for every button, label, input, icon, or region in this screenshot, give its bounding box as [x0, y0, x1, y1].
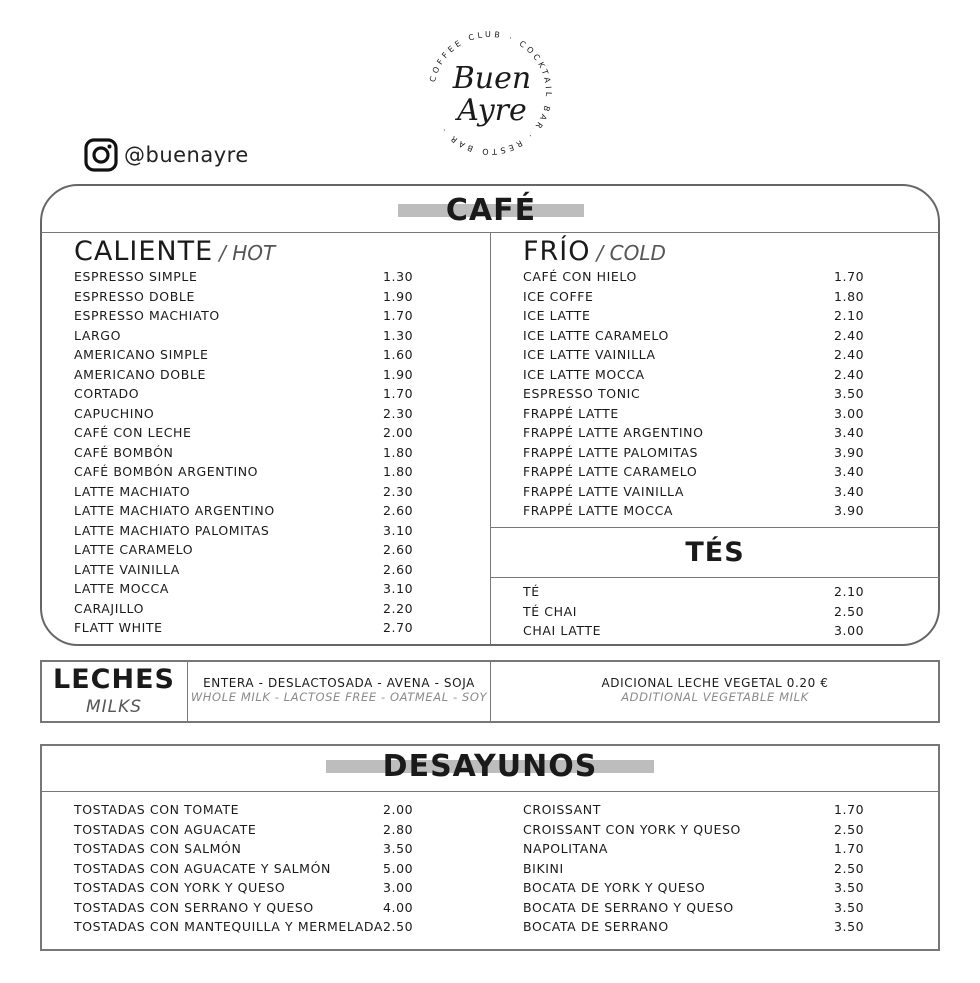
menu-item-price: 2.60 [383, 542, 414, 557]
logo-name-line1: Buen [452, 61, 532, 96]
menu-item-name: CAFÉ BOMBÓN ARGENTINO [74, 464, 259, 479]
leches-extra-en: ADDITIONAL VEGETABLE MILK [621, 690, 809, 704]
menu-item-price: 3.00 [834, 405, 865, 421]
menu-item-price: 4.00 [383, 899, 414, 915]
menu-item-name: CAPUCHINO [74, 405, 155, 421]
menu-item-price: 1.80 [383, 464, 414, 479]
desayunos-header-divider [41, 791, 939, 792]
brand-logo-graphic [418, 18, 562, 168]
menu-item-name: CHAI LATTE [523, 623, 602, 639]
menu-item-name: TOSTADAS CON AGUACATE Y SALMÓN [74, 860, 331, 876]
menu-item-name: TOSTADAS CON SERRANO Y QUESO [74, 899, 314, 915]
cafe-column-divider [490, 233, 491, 645]
menu-item-name: LATTE CARAMELO [74, 542, 194, 557]
menu-item-price: 2.30 [383, 405, 414, 421]
menu-item-name: ICE LATTE VAINILLA [523, 347, 656, 362]
menu-item-price: 3.10 [383, 522, 414, 538]
menu-item-price: 3.50 [834, 386, 865, 401]
menu-item-price: 2.50 [834, 860, 865, 876]
menu-item-price: 1.90 [383, 288, 414, 304]
cold-label: FRÍO [523, 236, 591, 267]
leches-options-en: WHOLE MILK - LACTOSE FREE - OATMEAL - SOY [190, 690, 488, 704]
menu-item-price: 2.80 [383, 821, 414, 837]
cold-heading [523, 236, 666, 267]
menu-item-name: CAFÉ BOMBÓN [74, 444, 174, 460]
menu-item-name: AMERICANO DOBLE [74, 366, 206, 382]
tes-top-divider [491, 527, 939, 528]
menu-item-name: FRAPPÉ LATTE [523, 405, 619, 421]
menu-item-name: TÉ CHAI [523, 603, 578, 619]
menu-item-price: 3.50 [834, 899, 865, 915]
menu-item-name: CORTADO [74, 386, 140, 401]
menu-item-price: 3.00 [834, 623, 865, 639]
menu-item-name: BOCATA DE SERRANO Y QUESO [523, 899, 734, 915]
menu-item-name: TOSTADAS CON MANTEQUILLA Y MERMELADA [74, 919, 384, 934]
logo-name-line2: Ayre [457, 93, 527, 128]
menu-item-name: LATTE MOCCA [74, 581, 169, 596]
menu-item-name: ESPRESSO SIMPLE [74, 269, 198, 284]
instagram-link[interactable] [84, 138, 249, 172]
cafe-title: CAFÉ [445, 193, 537, 228]
menu-item-name: LATTE MACHIATO [74, 483, 191, 499]
tes-bottom-divider [491, 577, 939, 578]
menu-item-price: 1.30 [383, 269, 414, 284]
menu-item-price: 3.50 [834, 919, 865, 934]
menu-item-name: FRAPPÉ LATTE MOCCA [523, 503, 674, 518]
hot-label: CALIENTE [74, 236, 214, 267]
instagram-icon [84, 138, 118, 172]
menu-item-price: 1.70 [834, 269, 865, 284]
menu-item-price: 2.10 [834, 584, 865, 599]
menu-item-name: TOSTADAS CON SALMÓN [74, 841, 242, 856]
menu-item-price: 2.00 [383, 425, 414, 440]
menu-item-price: 2.50 [383, 919, 414, 934]
leches-title-en: MILKS [85, 697, 143, 717]
hot-label-en: / HOT [219, 241, 276, 265]
menu-item-name: ESPRESSO DOBLE [74, 288, 195, 304]
menu-item-price: 1.80 [383, 444, 414, 460]
menu-item-name: TOSTADAS CON TOMATE [74, 802, 240, 817]
cold-label-en: / COLD [596, 241, 666, 265]
menu-item-price: 3.40 [834, 425, 865, 440]
menu-item-price: 1.90 [383, 366, 414, 382]
menu-item-name: LATTE MACHIATO ARGENTINO [74, 503, 275, 518]
hot-heading [74, 236, 275, 267]
menu-item-price: 1.80 [834, 288, 865, 304]
menu-item-name: FRAPPÉ LATTE PALOMITAS [523, 444, 699, 460]
menu-item-name: NAPOLITANA [523, 841, 609, 856]
leches-extra: ADICIONAL LECHE VEGETAL 0.20 € [601, 676, 829, 690]
menu-item-price: 3.50 [834, 880, 865, 895]
leches-options: ENTERA - DESLACTOSADA - AVENA - SOJA [203, 676, 475, 690]
brand-logo [418, 18, 562, 168]
menu-item-price: 1.30 [383, 327, 414, 343]
menu-item-name: TÉ [523, 584, 540, 599]
menu-item-name: ESPRESSO TONIC [523, 386, 641, 401]
menu-item-name: LATTE MACHIATO PALOMITAS [74, 522, 270, 538]
menu-item-price: 2.60 [383, 503, 414, 518]
menu-item-name: BOCATA DE SERRANO [523, 919, 669, 934]
menu-item-name: BOCATA DE YORK Y QUESO [523, 880, 706, 895]
menu-item-name: CROISSANT CON YORK Y QUESO [523, 821, 741, 837]
menu-item-price: 1.70 [834, 841, 865, 856]
menu-item-name: CARAJILLO [74, 600, 145, 616]
menu-item-name: LARGO [74, 327, 122, 343]
logo-ring-text: COFFEE CLUB · COCKTAIL BAR · RESTO BAR · [428, 29, 554, 157]
menu-item-price: 3.50 [383, 841, 414, 856]
menu-item-price: 2.70 [383, 620, 414, 635]
tes-title: TÉS [685, 537, 745, 568]
menu-item-name: TOSTADAS CON YORK Y QUESO [74, 880, 286, 895]
menu-item-price: 3.10 [383, 581, 414, 596]
menu-item-name: FLATT WHITE [74, 620, 163, 635]
desayunos-title: DESAYUNOS [382, 749, 598, 784]
menu-item-name: FRAPPÉ LATTE VAINILLA [523, 483, 685, 499]
leches-title: LECHES [53, 664, 175, 695]
menu-item-name: LATTE VAINILLA [74, 561, 180, 577]
menu-item-name: FRAPPÉ LATTE ARGENTINO [523, 425, 704, 440]
menu-item-price: 1.60 [383, 347, 414, 362]
menu-item-name: ICE COFFE [523, 288, 594, 304]
menu-item-name: CROISSANT [523, 802, 601, 817]
menu-item-price: 3.90 [834, 503, 865, 518]
menu-item-price: 2.30 [383, 483, 414, 499]
menu-item-price: 3.00 [383, 880, 414, 895]
menu-item-price: 3.40 [834, 464, 865, 479]
menu-item-price: 2.00 [383, 802, 414, 817]
menu-item-price: 1.70 [383, 308, 414, 323]
menu-item-price: 2.10 [834, 308, 865, 323]
menu-item-name: TOSTADAS CON AGUACATE [74, 821, 257, 837]
menu-item-price: 2.40 [834, 366, 865, 382]
menu-item-name: BIKINI [523, 860, 564, 876]
menu-item-price: 2.40 [834, 327, 865, 343]
menu-item-name: AMERICANO SIMPLE [74, 347, 209, 362]
menu-item-name: ICE LATTE CARAMELO [523, 327, 669, 343]
menu-item-name: ESPRESSO MACHIATO [74, 308, 220, 323]
menu-item-price: 2.50 [834, 821, 865, 837]
instagram-handle: @buenayre [124, 143, 249, 167]
menu-item-price: 1.70 [383, 386, 414, 401]
menu-item-name: ICE LATTE [523, 308, 591, 323]
menu-item-price: 2.20 [383, 600, 414, 616]
menu-item-price: 2.50 [834, 603, 865, 619]
menu-item-price: 2.40 [834, 347, 865, 362]
menu-item-price: 2.60 [383, 561, 414, 577]
menu-item-price: 5.00 [383, 860, 414, 876]
menu-item-price: 3.90 [834, 444, 865, 460]
menu-item-price: 3.40 [834, 483, 865, 499]
menu-item-name: CAFÉ CON HIELO [523, 269, 637, 284]
menu-item-name: CAFÉ CON LECHE [74, 425, 192, 440]
menu-item-name: ICE LATTE MOCCA [523, 366, 645, 382]
menu-item-name: FRAPPÉ LATTE CARAMELO [523, 464, 698, 479]
menu-item-price: 1.70 [834, 802, 865, 817]
